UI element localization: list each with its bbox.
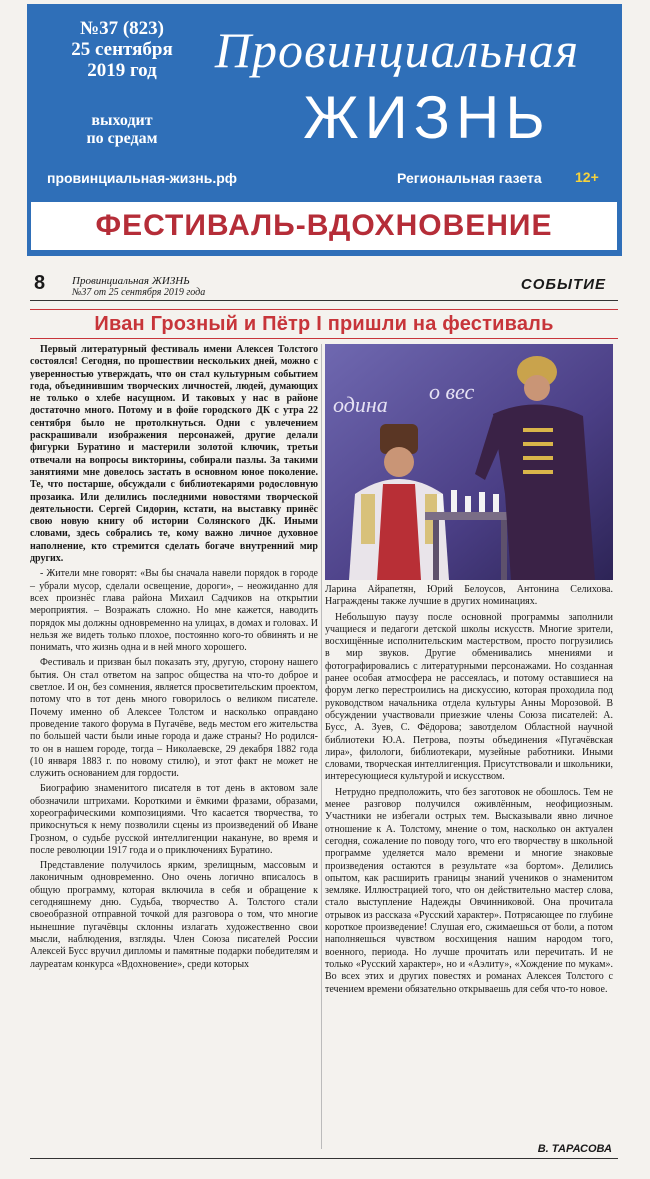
headline-text: Иван Грозный и Пётр I пришли на фестиваль — [94, 312, 554, 335]
header-rule — [30, 300, 618, 301]
article-column-left — [30, 344, 318, 971]
article-paragraph-6: Нетрудно предположить, что без заготовок не обошлось. Тем не менее разговор получился оживлённым, неофициозным. Участники не избегали острых тем. Высказывали явно личное отношение к А. Толстому, мнение о том, насколько он актуален сегодня, сожаление по поводу того, что его творчеству в школьной программе уделяется мало времени и многие знаковые произведения остаются в результате «за бортом». Делились опытом, как расширить границы знаний учеников о знаменитом земляке. Иллюстрацией того, что он действительно мастер слова, стало выступление Надежды Овчинниковой. Она прочитала отрывок из рассказа «Русский характер». Потрясающее по глубине короткое произведение! Слушая его, сжимаешься от боли, а потом наполняешься чувством восхищения нашим народом того, военного, периода. Но лучше прочитать или перечитать. И не только «Русский характер», но и «Аэлиту», «Хождение по мукам». Во всех этих и других повестях и романах Алексея Толстого с течением времени обязательно открываешь для себя что-то новое. — [325, 786, 613, 995]
issue-info — [47, 18, 197, 81]
newspaper-kind: Региональная газета — [397, 170, 542, 186]
article-paragraph-continued: Ларина Айрапетян, Юрий Белоусов, Антонина Селихова. Награждены также лучшие в других номинациях. — [325, 584, 613, 608]
running-title-italic: Провинциальная — [72, 275, 150, 287]
article-column-right — [325, 584, 613, 996]
article-lead: Первый литературный фестиваль имени Алексея Толстого состоялся! Сегодня, по прошествии нескольких дней, можно с уверенностью утверждать, что он стал культурным событием года, объединившим творческих личностей, людей, думающих не только о хлебе насущном. И таковых у нас в районе достаточно много. Потому и в фойе городского ДК с утра 22 сентября было не протолкнуться. Одни с увлечением раскрашивали изображения персонажей, другие делали фигурки Буратино и мастерили золотой ключик, третьи отвечали на вопросы викторины, собирали пазлы. За такими занятиями мне довелось застать в основном юное поколение. Те, что постарше, обсуждали с библиотекарями родословную прозаика. Или делились последними новостями творческой деятельности. Сергей Сидорин, кстати, на выставку принёс свою новую книгу об истории Солянского ДК. Иными словами, здесь собрались те, кому важно личное духовное наполнение, кто стремится сделать богаче внутренний мир других. — [30, 344, 318, 565]
festival-banner — [31, 202, 617, 250]
newspaper-title-line-2: ЖИЗНЬ — [303, 84, 551, 151]
article-paragraph-2: Фестиваль и призван был показать эту, другую, сторону нашего бытия. Он стал ответом на запрос общества на что-то доброе и светлое. И он, без сомнения, является просветительским проектом, потому что в тот день много говорилось о великом писателе. Почему именно об Алексее Толстом и насколько оправдано проведение такого форума в Пугачёве, ведь местом его жительства по большей части были иные города и даже страны? Но родился-то он в нашем городе, тогда – Николаевске, 29 декабря 1882 года (10 января 1883 г. по новому стилю), и этот факт не может не служить основанием для гордости. — [30, 657, 318, 780]
section-label: СОБЫТИЕ — [520, 276, 606, 293]
issue-date: 25 сентября — [71, 39, 173, 60]
issue-year: 2019 год — [87, 60, 157, 81]
article-paragraph-1: - Жители мне говорят: «Вы бы сначала навели порядок в городе – убрали мусор, сделали освещение, дороги», – неожиданно для всех произнёс глава района Михаил Садчиков на открытии мероприятия. – Возражать сложно. Но мне кажется, наводить порядок мы должны одновременно на улицах, в домах и головах. И нельзя же видеть только плохое, постоянно кого-то обвинять и не понимать, что жизнь одна и в ней много хорошего. — [30, 568, 318, 654]
article-paragraph-4: Представление получилось ярким, зрелищным, массовым и лаконичным одновременно. Оно очень логично вписалось в общую программу, которая включила в себя и обращение к сегодняшнему дню. Судьба, творчество А. Толстого стали своеобразной отправной точкой для разговора о том, что многие нынешние пугачёвцы склонны излагать художественно свои мысли, наблюдения, взгляды. Член Союза писателей России Алексей Бусс вручил дипломы и памятные подарки победителям и лауреатам конкурса «Вдохновение», среди которых — [30, 860, 318, 970]
article-paragraph-3: Биографию знаменитого писателя в тот день в актовом зале обозначили штрихами. Короткими и ёмкими фразами, образами, хореографическими композициями. Что касается творчества, то прикоснуться к нему позволили сцены из произведений об Иване Грозном, о судьбе русской интеллигенции накануне, во время и после революции 1917 года и о приключениях Буратино. — [30, 783, 318, 856]
article-paragraph-5: Небольшую паузу после основной программы заполнили учащиеся и педагоги детской школы искусств. Многие зрители, восхищённые исполнительским мастерством, просто погрузились в мир звуков. Другие обменивались мнениями и фотографировались с литературными персонажами. Но созданная ранее особая атмосфера не рассеялась, и потому оставшиеся на форум легко перестроились на дискуссию, которая проходила под руководством начальника отдела культуры Анны Морозовой. В обсуждении участвовали приезжие члены Союза писателей: А. Бусс, А. Зуев, С. Фёдорова; завотделом Областной научной библиотеки Ю.А. Петрова, поэты объединения «Пугачёвская лира», филологи, библиотекари, музейные работники. Иными словами, творческая интеллигенция. Присутствовали и школьники, интересующиеся культурой и искусством. — [325, 611, 613, 783]
schedule-line-2: по средам — [86, 130, 158, 147]
running-issue: №37 от 25 сентября 2019 года — [72, 287, 206, 298]
website: провинциальная-жизнь.рф — [47, 170, 238, 186]
backdrop-text-1: одина — [333, 392, 388, 417]
article-photo — [325, 344, 613, 580]
running-head — [72, 275, 205, 299]
festival-banner-text: ФЕСТИВАЛЬ-ВДОХНОВЕНИЕ — [95, 209, 553, 242]
backdrop-text-2: о вес — [429, 379, 475, 404]
column-divider — [321, 344, 322, 1149]
issue-number: №37 (823) — [80, 18, 164, 39]
schedule-line-1: выходит — [91, 112, 153, 129]
stage-photo-illustration — [325, 344, 613, 580]
masthead — [27, 4, 622, 256]
age-rating-badge: 12+ — [575, 169, 599, 185]
running-title-caps: ЖИЗНЬ — [151, 275, 190, 287]
footer-rule — [30, 1158, 618, 1159]
author-signature: В. ТАРАСОВА — [537, 1143, 612, 1155]
page-number: 8 — [34, 272, 46, 294]
newspaper-title-line-1: Провинциальная — [214, 22, 580, 78]
publication-schedule — [47, 112, 197, 148]
article-headline — [30, 309, 618, 339]
